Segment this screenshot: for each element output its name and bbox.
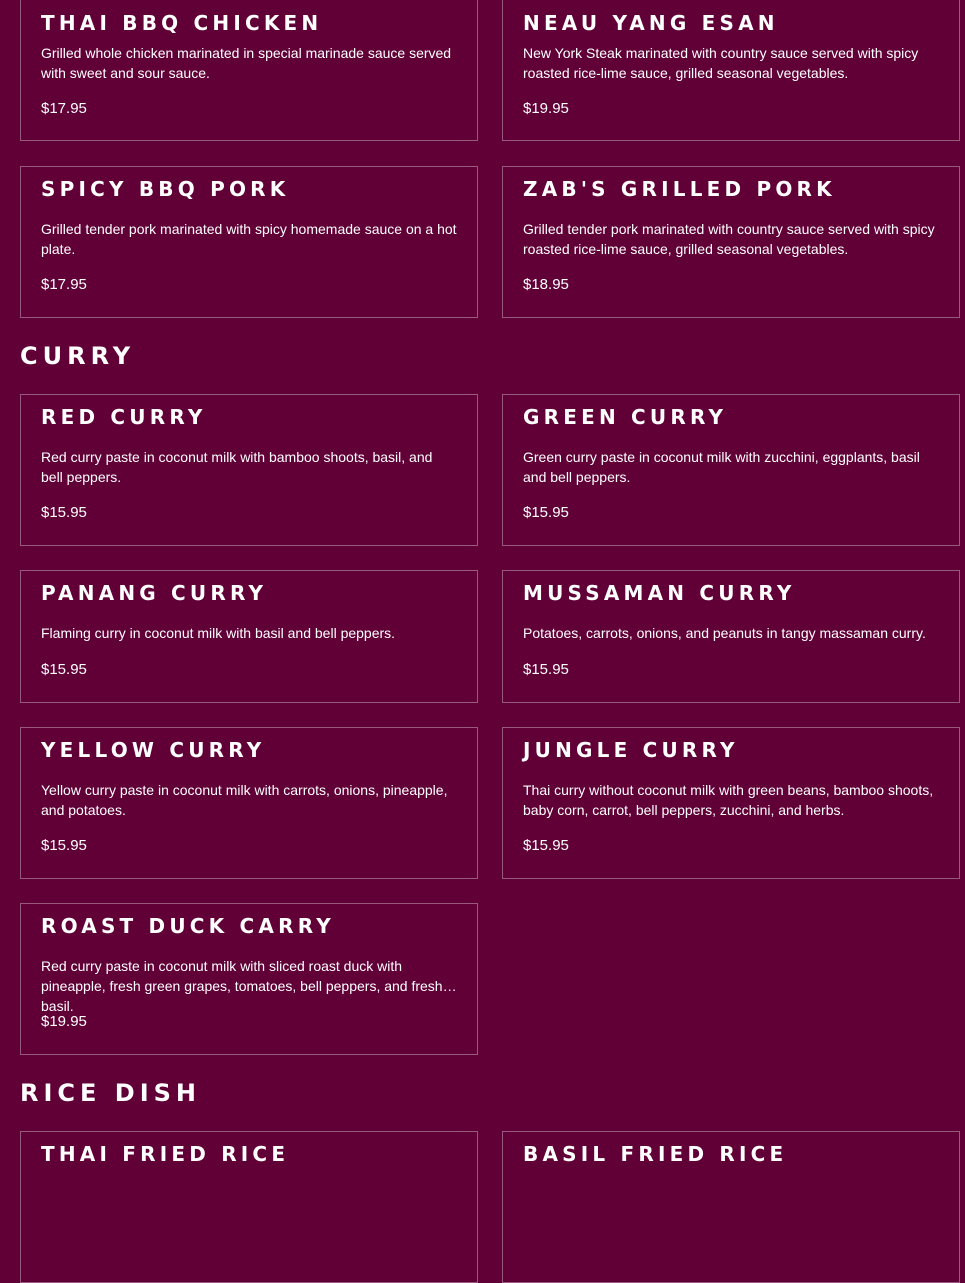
- menu-item-card[interactable]: [502, 727, 960, 879]
- menu-item-description: Green curry paste in coconut milk with zucchini, eggplants, basil and bell peppers.: [523, 449, 920, 485]
- menu-item-description: Potatoes, carrots, onions, and peanuts in tangy massaman curry.: [523, 625, 926, 641]
- menu-item-price: $15.95: [523, 661, 569, 678]
- menu-item-name: GREEN CURRY: [523, 405, 728, 429]
- menu-item-description: New York Steak marinated with country sauce served with spicy roasted rice-lime sauce, grilled seasonal vegetables.: [523, 45, 919, 81]
- menu-item-price: $15.95: [523, 504, 569, 521]
- menu-item-card[interactable]: [20, 903, 478, 1055]
- menu-item-description: Red curry paste in coconut milk with bamboo shoots, basil, and bell peppers.: [41, 449, 433, 485]
- menu-item-price: $15.95: [41, 661, 87, 678]
- menu-item-description: Grilled tender pork marinated with spicy homemade sauce on a hot plate.: [41, 221, 457, 257]
- menu-item-description: Thai curry without coconut milk with green beans, bamboo shoots, baby corn, carrot, bell peppers, zucchini, and herbs.: [523, 782, 934, 818]
- menu-item-price: $19.95: [41, 1013, 87, 1030]
- menu-item-name: YELLOW CURRY: [41, 738, 266, 762]
- menu-item-card[interactable]: [20, 166, 478, 318]
- menu-item-name: THAI BBQ CHICKEN: [41, 11, 323, 35]
- menu-item-description: Flaming curry in coconut milk with basil and bell peppers.: [41, 625, 396, 641]
- menu-item-description: Grilled tender pork marinated with country sauce served with spicy roasted rice-lime sauce, grilled seasonal vegetables.: [523, 221, 935, 257]
- menu-item-price: $17.95: [41, 276, 87, 293]
- menu-item-name: THAI FRIED RICE: [41, 1142, 290, 1166]
- section-title-rice-dish: RICE DISH: [20, 1079, 201, 1107]
- menu-item-card[interactable]: [502, 1131, 960, 1283]
- menu-item-price: $18.95: [523, 276, 569, 293]
- menu-item-description: Red curry paste in coconut milk with sliced roast duck with pineapple, fresh green grapes, tomatoes, bell peppers, and fresh basil.: [41, 958, 443, 1014]
- menu-item-name: ROAST DUCK CARRY: [41, 914, 335, 938]
- menu-item-price: $15.95: [41, 504, 87, 521]
- menu-item-price: $19.95: [523, 100, 569, 117]
- menu-item-card[interactable]: [20, 0, 478, 141]
- menu-item-name: JUNGLE CURRY: [523, 738, 739, 762]
- menu-item-name: RED CURRY: [41, 405, 207, 429]
- menu-item-name: NEAU YANG ESAN: [523, 11, 779, 35]
- menu-item-card[interactable]: [20, 1131, 478, 1283]
- section-title-curry: CURRY: [20, 342, 136, 370]
- menu-item-card[interactable]: [502, 166, 960, 318]
- menu-item-card[interactable]: [20, 394, 478, 546]
- menu-item-price: $15.95: [41, 837, 87, 854]
- menu-item-card[interactable]: [502, 570, 960, 703]
- menu-item-name: PANANG CURRY: [41, 581, 268, 605]
- menu-item-card[interactable]: [502, 394, 960, 546]
- menu-item-description: Grilled whole chicken marinated in special marinade sauce served with sweet and sour sauce.: [41, 45, 452, 81]
- menu-item-name: ZAB'S GRILLED PORK: [523, 177, 836, 201]
- menu-item-price: $15.95: [523, 837, 569, 854]
- menu-item-name: SPICY BBQ PORK: [41, 177, 290, 201]
- menu-item-description: Yellow curry paste in coconut milk with carrots, onions, pineapple, and potatoes.: [41, 782, 448, 818]
- menu-item-name: BASIL FRIED RICE: [523, 1142, 788, 1166]
- menu-item-card[interactable]: [502, 0, 960, 141]
- menu-item-card[interactable]: [20, 570, 478, 703]
- menu-item-name: MUSSAMAN CURRY: [523, 581, 796, 605]
- menu-item-price: $17.95: [41, 100, 87, 117]
- menu-item-card[interactable]: [20, 727, 478, 879]
